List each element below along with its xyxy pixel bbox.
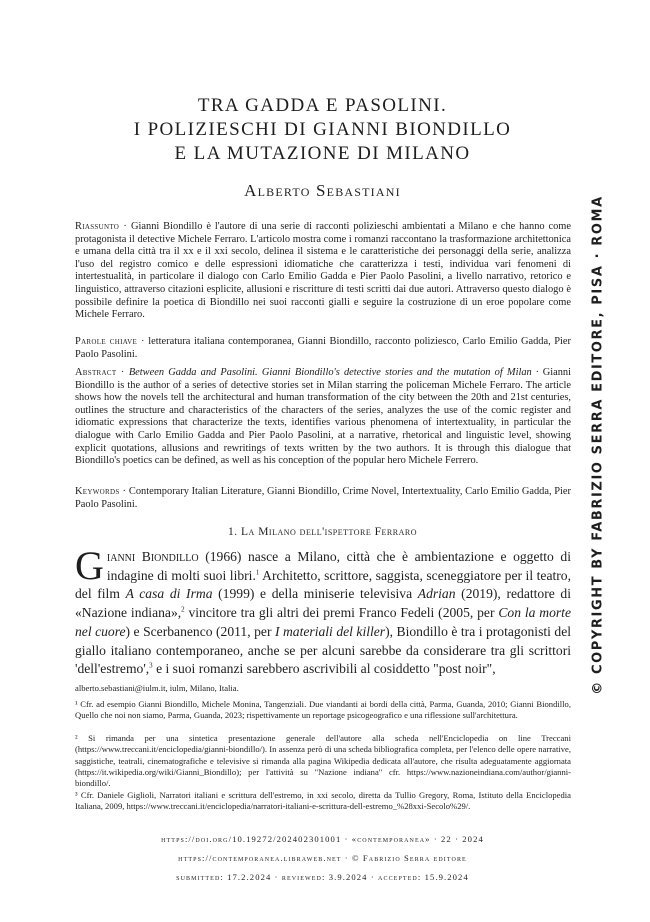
author-affiliation: alberto.sebastiani@iulm.it, iulm, Milano, Italia. — [75, 683, 239, 693]
section-heading: 1. La Milano dell'ispettore Ferraro — [228, 526, 417, 538]
body-text: ), Biondillo è tra i protagonisti del giallo italiano contemporaneo, anche se per alcuni sarebbe da considerare tra gli scrittori 'dell'estremo', — [75, 623, 572, 677]
keywords-label: Keywords · — [75, 486, 127, 497]
body-text: (2019), redattore di «Nazione indiana», — [75, 586, 571, 621]
body-text: (1999) e della miniserie televisiva — [212, 586, 418, 602]
keywords-block — [75, 486, 571, 511]
film-title: A casa di Irma — [125, 586, 213, 602]
riassunto-text: Gianni Biondillo è l'autore di una serie di racconti polizieschi ambientati a Milano e che hanno come protagonista il detective Michele Ferraro. L'articolo mostra come i romanzi raccontano la trasformazione architettonica e umana della città tra il xx e il xxi secolo, delinea il sistema e le caratteristiche dei personaggi della serie, analizza l'uso del registro comico e delle espressioni idiomatiche che caratterizza i testi, individua vari fenomeni di intertestualità, in particolare il dialogo con Carlo Emilio Gadda e Pier Paolo Pasolini, a livello narrativo, retorico e linguistico, attraverso citazioni esplicite, allusioni e riscritture di testi scritti dai due autori. Attraverso questo dialogo è possibile definire la poetica di Biondillo nei suoi racconti gialli e seguire la costruzione di un eroe popolare come Michele Ferraro. — [75, 221, 571, 321]
footer-dates: submitted: 17.2.2024 · reviewed: 3.9.2024 · accepted: 15.9.2024 — [176, 872, 469, 882]
abstract-block — [75, 367, 571, 468]
abstract-title: Between Gadda and Pasolini. Gianni Biondillo's detective stories and the mutation of Milan · — [128, 367, 539, 378]
footnote-ref-2[interactable]: 2 — [181, 605, 185, 614]
body-text: ) e Scerbanenco (2011, per — [125, 623, 275, 639]
book-title: I materiali del killer — [274, 623, 386, 639]
parole-chiave-label: Parole chiave · — [75, 336, 145, 347]
title-line-2: I POLIZIESCHI DI GIANNI BIONDILLO — [133, 119, 512, 140]
parole-chiave-text: letteratura italiana contemporanea, Gianni Biondillo, racconto poliziesco, Carlo Emilio Gadda, Pier Paolo Pasolini. — [75, 336, 571, 360]
footer-website[interactable]: https://contemporanea.libraweb.net · © Fabrizio Serra editore — [178, 853, 467, 863]
footer-doi[interactable]: https://doi.org/10.19272/202402301001 · «contemporanea» · 22 · 2024 — [161, 834, 484, 844]
abstract-text: Gianni Biondillo is the author of a series of detective stories set in Milan starring the policeman Michele Ferraro. The article shows how the novels tell the architectural and human transformation of the city between the 20th and 21st centuries, outlines the structure and characteristics of the characters of the series, analyzes the use of the comic register and idiomatic expressions that characterize the texts, identifies various phenomena of intertextuality, in particular the dialogue with Carlo Emilio Gadda and Pier Paolo Pasolini, at a narrative, rhetorical and linguistic level, showing explicit quotations, allusions and rewritings of texts written by the two authors. It is through this dialogue that Biondillo's poetics can be defined, as well as his conception of the popular hero Michele Ferrero. — [75, 367, 571, 467]
abstract-label: Abstract · — [75, 367, 125, 378]
footnote-ref-1[interactable]: 1 — [255, 568, 260, 577]
copyright-vertical: © COPYRIGHT BY FABRIZIO SERRA EDITORE, PISA · ROMA — [590, 195, 606, 695]
body-paragraph — [75, 543, 572, 679]
series-title: Adrian — [417, 586, 456, 602]
body-text: Architetto, scrittore, saggista, sceneggiatore per il teatro, del film — [75, 567, 571, 602]
lead-in: ianni Biondillo — [106, 549, 199, 564]
footnote-2: ² Si rimanda per una sintetica presentazione generale dell'autore alla scheda nell'Enciclopedia on line Treccani (https://www.treccani.it/enciclopedia/gianni-biondillo/). In assenza però di una scheda bibliografica completa, per l'elenco delle opere narrative, saggistiche, teatrali, cinematografiche e televisive si rimanda alla pagina Wikipedia dedicata all'autore, che risulta adeguatamente aggiornata (https://it.wikipedia.org/wiki/Gianni_Biondillo); per l'attività su "Nazione indiana" cfr. https://www.nazioneindiana.com/author/gianni-biondillo/. — [75, 733, 571, 789]
riassunto-block — [75, 221, 571, 322]
title-line-3: E LA MUTAZIONE DI MILANO — [174, 143, 471, 164]
body-text: e i suoi romanzi sarebbero ascrivibili al cosiddetto "post noir", — [152, 661, 496, 677]
body-text: vincitore tra gli altri dei premi Franco Fedeli (2005, per — [184, 605, 499, 621]
parole-chiave-block — [75, 336, 571, 361]
title-line-1: TRA GADDA E PASOLINI. — [197, 95, 448, 116]
footnote-ref-3[interactable]: 3 — [149, 661, 153, 670]
body-text: (1966) nasce a Milano, città che è ambientazione e oggetto di indagine di molti suoi libri. — [106, 549, 571, 583]
footnote-3: ³ Cfr. Daniele Giglioli, Narratori italiani e scrittura dell'estremo, in xxi secolo, diretta da Tullio Gregory, Roma, Istituto della Enciclopedia Italiana, 2009, https://www.treccani.it/enciclopedia/narratori-italiani-e-scrittura-dell-estremo_%28xxi-Secolo%29/. — [75, 790, 571, 812]
drop-cap: G — [75, 543, 104, 588]
article-title — [75, 94, 570, 166]
footnote-1: ¹ Cfr. ad esempio Gianni Biondillo, Michele Monina, Tangenziali. Due viandanti ai bordi della città, Parma, Guanda, 2010; Gianni Biondillo, Quello che noi non siamo, Parma, Guanda, 2023; rispettivamente un reportage psicogeografico e una riflessione sull'architettura. — [75, 699, 571, 721]
book-title: Con la morte nel cuore — [75, 605, 571, 639]
riassunto-label: Riassunto · — [75, 221, 128, 232]
author-name: Alberto Sebastiani — [244, 181, 401, 200]
keywords-text: Contemporary Italian Literature, Gianni Biondillo, Crime Novel, Intertextuality, Carlo Emilio Gadda, Pier Paolo Pasolini. — [75, 486, 571, 510]
